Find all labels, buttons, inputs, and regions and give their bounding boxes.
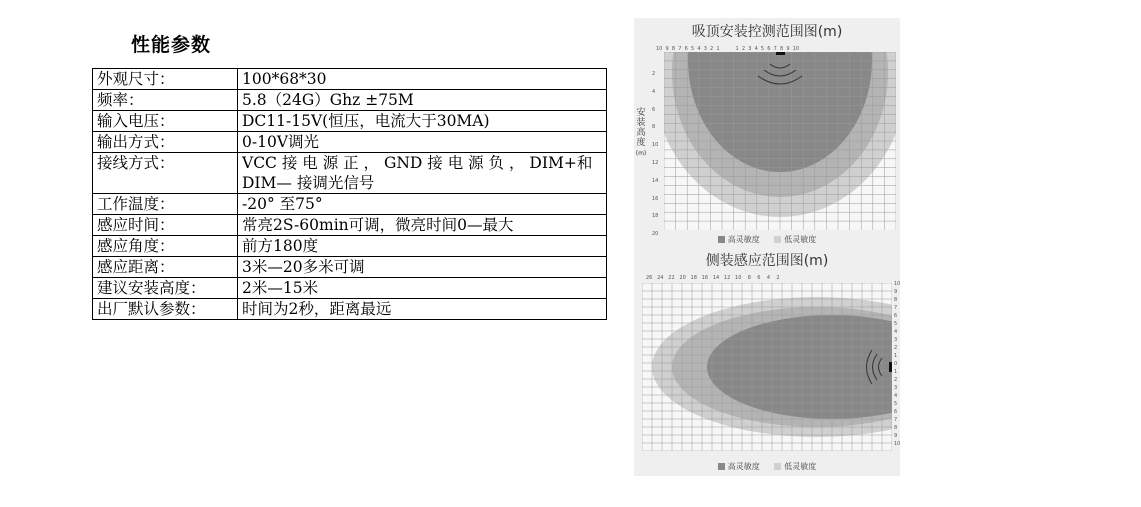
distance-tick-label: 2: [894, 377, 898, 383]
distance-tick-label: 7: [894, 305, 898, 311]
distance-tick-label: 4: [894, 393, 898, 399]
spec-key: 感应距离：: [93, 257, 238, 278]
distance-tick-label: 4: [894, 329, 898, 335]
spec-value: 前方180度: [238, 236, 607, 257]
spec-value: VCC 接 电 源 正 ， GND 接 电 源 负 ， DIM+和DIM— 接调光信号: [238, 153, 607, 194]
distance-tick-label: 6: [894, 409, 898, 415]
spec-key: 外观尺寸：: [93, 69, 238, 90]
spec-row: [93, 278, 607, 299]
spec-value: 0-10V调光: [238, 132, 607, 153]
spec-key: 输出方式：: [93, 132, 238, 153]
spec-row: [93, 132, 607, 153]
height-tick-label: 16: [652, 195, 659, 202]
distance-tick-label: 3: [894, 337, 898, 343]
sensor-icon: [889, 362, 892, 372]
side-coverage-diagram: [642, 283, 892, 451]
distance-tick-label: 9: [894, 289, 898, 295]
spec-value: 3米—20多米可调: [238, 257, 607, 278]
spec-value: 100*68*30: [238, 69, 607, 90]
install-height-label: [635, 108, 647, 159]
ceiling-diagram-title: 吸顶安装控测范围图(m): [691, 24, 843, 40]
height-tick-label: 18: [652, 213, 659, 220]
spec-row: [93, 236, 607, 257]
detection-diagrams-panel: [634, 18, 900, 476]
side-diagram-title: 侧装感应范围图(m): [705, 253, 829, 269]
spec-table: [92, 68, 607, 320]
ceiling-top-axis: 10 9 8 7 6 5 4 3 2 1 1 2 3 4 5 6 7 8 9 10: [656, 46, 800, 52]
height-tick-label: 8: [652, 124, 656, 131]
low-sensitivity-swatch: [774, 236, 781, 243]
legend-high-label: 高灵敏度: [727, 462, 760, 471]
distance-tick-label: 10: [894, 441, 901, 447]
spec-row: [93, 299, 607, 320]
distance-tick-label: 8: [894, 297, 898, 303]
spec-row: [93, 90, 607, 111]
legend-high-label: 高灵敏度: [727, 235, 760, 244]
side-legend: [634, 461, 900, 472]
install-height-text: 安装高度: [636, 108, 646, 148]
height-tick-label: 4: [652, 88, 656, 95]
spec-row: [93, 69, 607, 90]
distance-tick-label: 2: [894, 345, 898, 351]
distance-tick-label: 9: [894, 433, 898, 439]
spec-value: 常亮2S-60min可调，微亮时间0—最大: [238, 215, 607, 236]
high-sensitivity-swatch: [718, 236, 725, 243]
spec-key: 接线方式：: [93, 153, 238, 194]
spec-key: 工作温度：: [93, 194, 238, 215]
height-tick-label: 12: [652, 160, 659, 166]
side-top-axis: 26 24 22 20 18 16 14 12 10 8 6 4 2: [646, 275, 780, 281]
spec-value: 2米—15米: [238, 278, 607, 299]
distance-tick-label: 7: [894, 417, 898, 423]
legend-low-label: 低灵敏度: [784, 235, 817, 244]
distance-tick-label: 8: [894, 425, 898, 431]
ceiling-coverage-diagram: [664, 52, 896, 230]
height-tick-label: 10: [652, 142, 659, 149]
sensor-icon: [776, 52, 785, 55]
height-tick-label: 6: [652, 106, 656, 113]
spec-row: [93, 111, 607, 132]
spec-value: -20° 至75°: [238, 194, 607, 215]
distance-tick-label: 0: [894, 361, 898, 367]
spec-row: [93, 153, 607, 194]
spec-key: 建议安装高度：: [93, 278, 238, 299]
distance-tick-label: 6: [894, 313, 898, 319]
spec-key: 感应角度：: [93, 236, 238, 257]
spec-key: 输入电压：: [93, 111, 238, 132]
legend-low-label: 低灵敏度: [784, 462, 817, 471]
spec-value: 5.8（24G）Ghz ±75M: [238, 90, 607, 111]
install-height-unit: (m): [635, 150, 647, 157]
spec-value: 时间为2秒，距离最远: [238, 299, 607, 320]
height-tick-label: 14: [652, 177, 659, 184]
spec-row: [93, 215, 607, 236]
ceiling-legend: [634, 234, 900, 245]
spec-key: 出厂默认参数：: [93, 299, 238, 320]
spec-value: DC11-15V(恒压，电流大于30MA): [238, 111, 607, 132]
height-tick-label: 20: [652, 231, 659, 238]
spec-key: 频率：: [93, 90, 238, 111]
section-title: 性能参数: [131, 34, 212, 56]
distance-tick-label: 1: [894, 353, 898, 359]
spec-key: 感应时间：: [93, 215, 238, 236]
distance-tick-label: 5: [894, 401, 898, 407]
low-sensitivity-swatch: [774, 463, 781, 470]
high-sensitivity-swatch: [718, 463, 725, 470]
spec-row: [93, 257, 607, 278]
spec-row: [93, 194, 607, 215]
distance-tick-label: 3: [894, 385, 898, 391]
distance-tick-label: 1: [894, 369, 898, 375]
distance-tick-label: 5: [894, 321, 898, 327]
distance-tick-label: 10: [894, 281, 901, 287]
height-tick-label: 2: [652, 71, 656, 77]
